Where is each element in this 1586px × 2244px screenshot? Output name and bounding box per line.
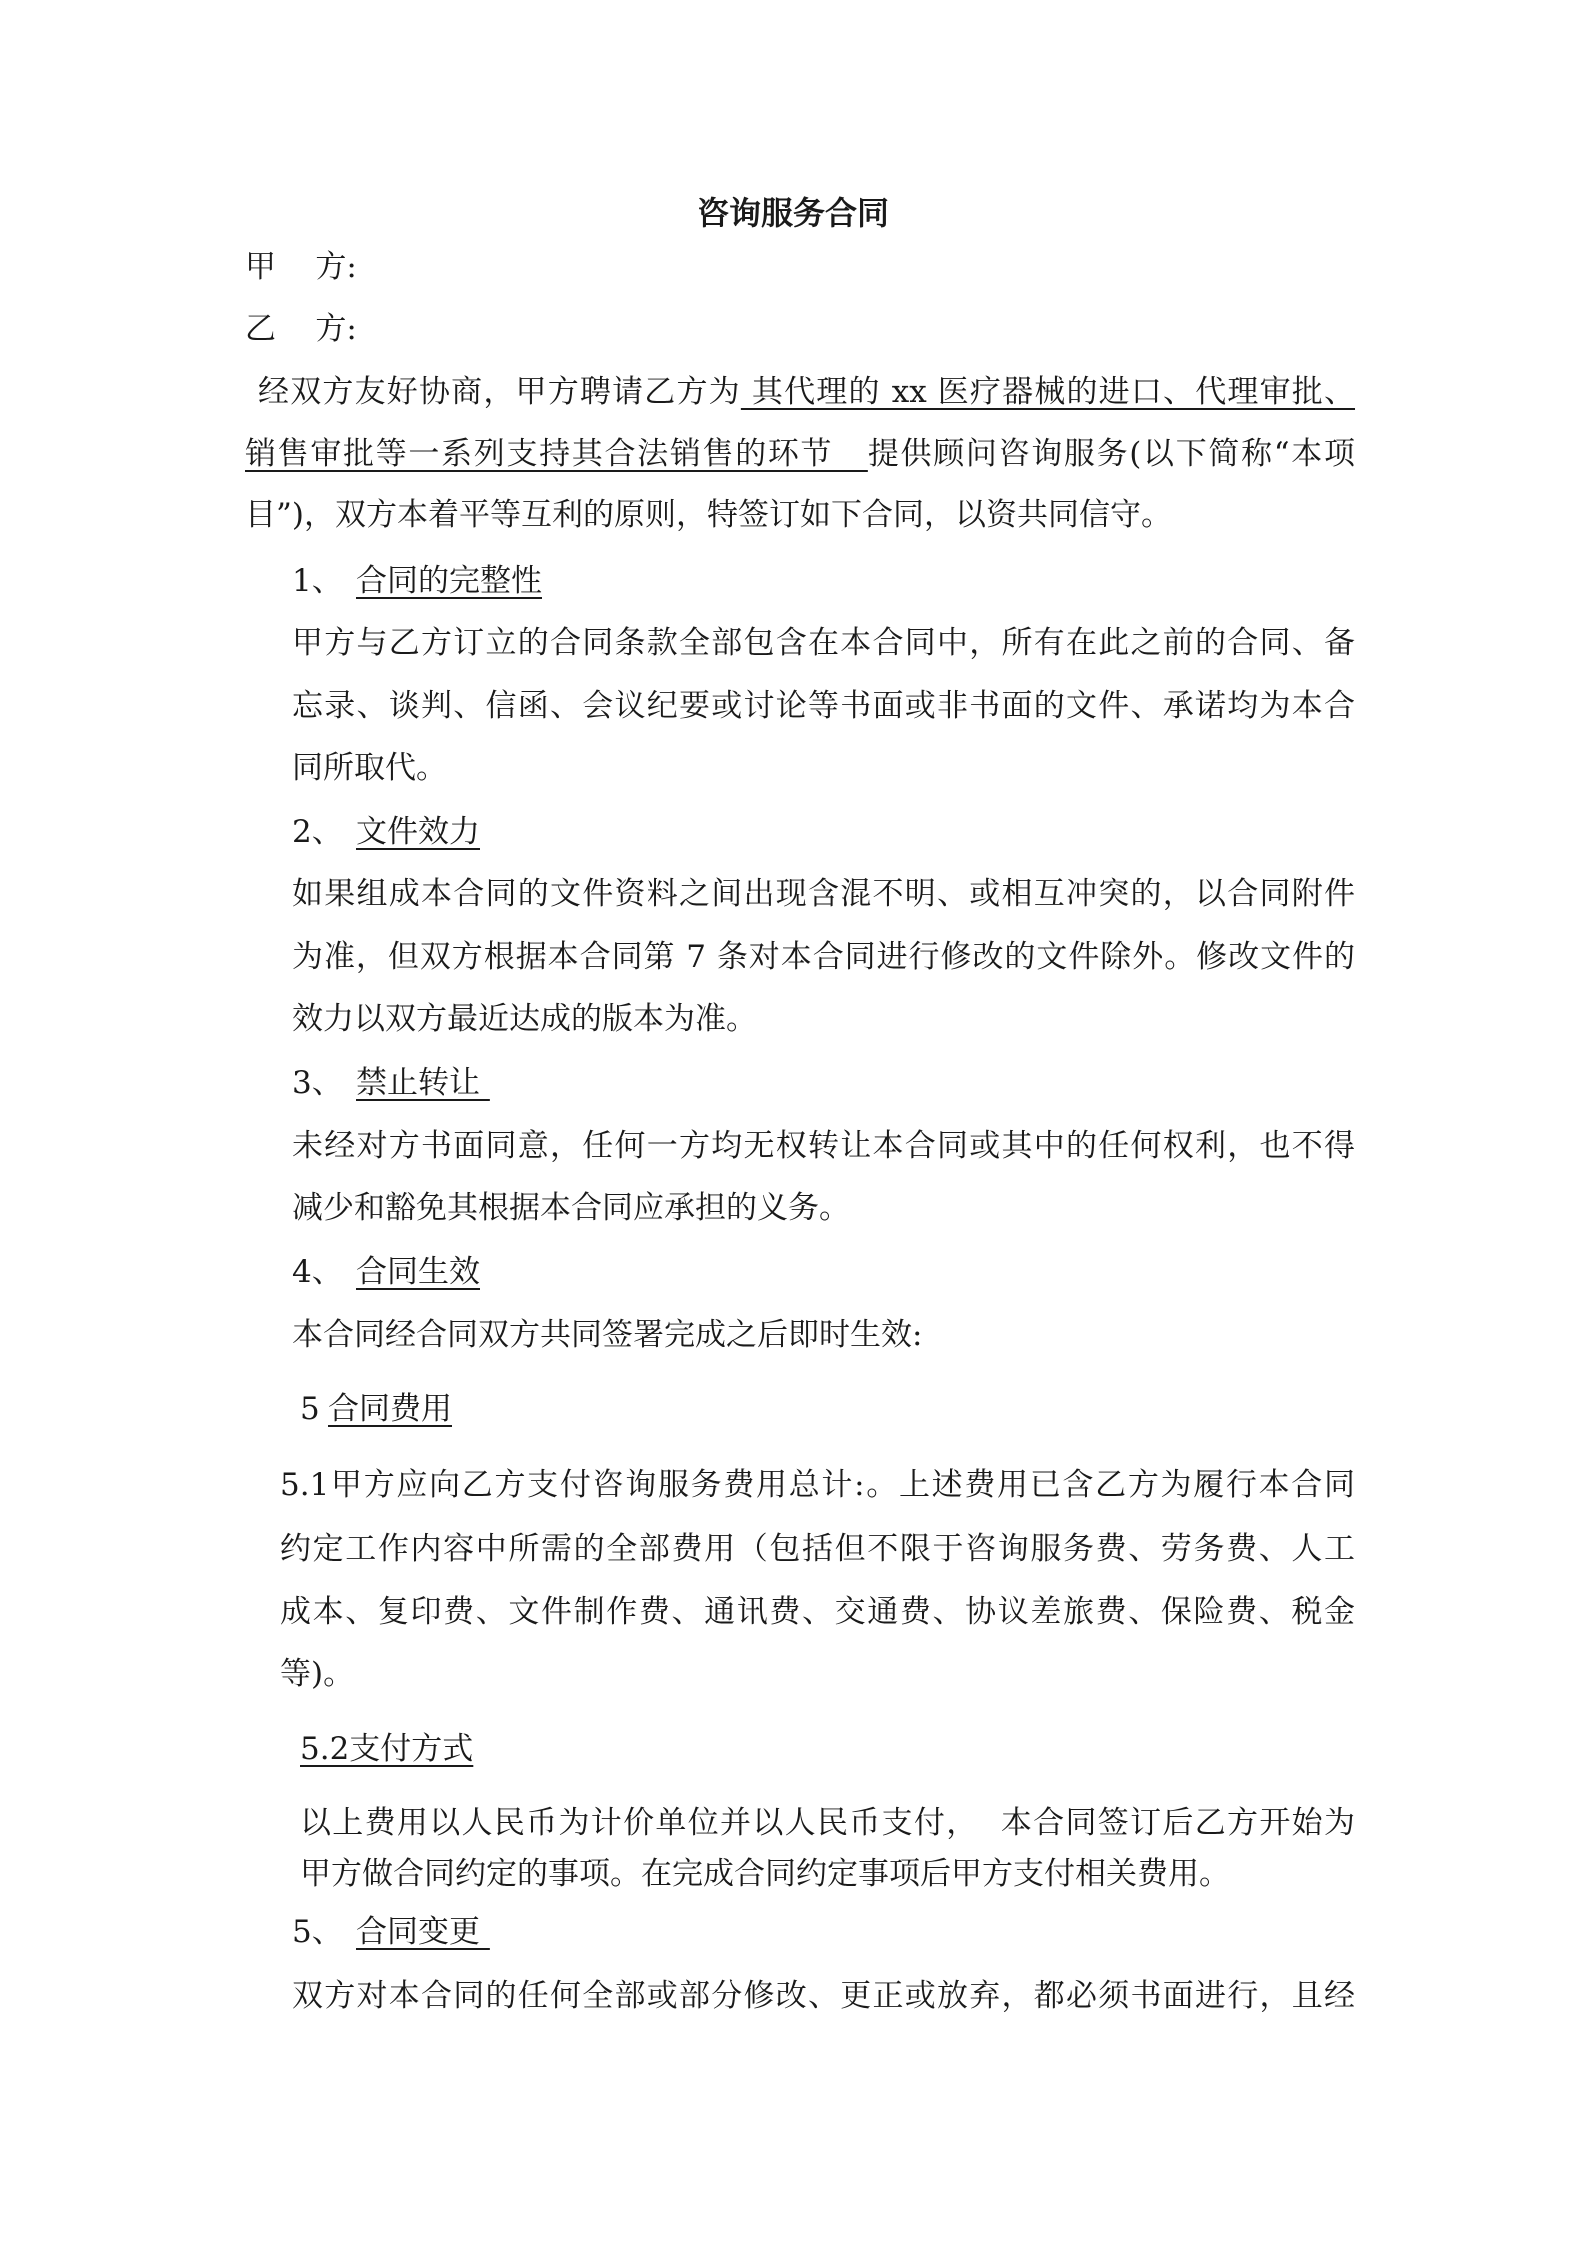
section-5-1-line: 等)。	[280, 1656, 355, 1692]
section-3-line: 未经对方书面同意，任何一方均无权转让本合同或其中的任何权利，也不得	[292, 1128, 1355, 1164]
intro-underlined-text: 销售审批等一系列支持其合法销售的环节	[245, 436, 868, 472]
section-2-line: 为准，但双方根据本合同第 7 条对本合同进行修改的文件除外。修改文件的	[292, 939, 1355, 975]
section-5-1-line: 约定工作内容中所需的全部费用（包括但不限于咨询服务费、劳务费、人工	[280, 1531, 1355, 1567]
document-title: 咨询服务合同	[696, 194, 889, 232]
section-change-heading: 合同变更	[356, 1914, 490, 1950]
section-5-heading: 合同费用	[328, 1391, 452, 1427]
section-2-heading: 文件效力	[356, 814, 480, 850]
section-5-2-heading: 5.2支付方式	[300, 1731, 474, 1767]
section-4-number: 4、	[292, 1254, 343, 1290]
intro-text: 经双方友好协商，甲方聘请乙方为	[258, 374, 741, 410]
section-3-line: 减少和豁免其根据本合同应承担的义务。	[292, 1190, 850, 1226]
party-a-label: 甲 方:	[245, 249, 357, 285]
section-1-line: 忘录、谈判、信函、会议纪要或讨论等书面或非书面的文件、承诺均为本合	[292, 688, 1355, 724]
intro-line-3: 目”)，双方本着平等互利的原则，特签订如下合同，以资共同信守。	[245, 497, 1172, 533]
party-b-label: 乙 方:	[245, 311, 357, 347]
section-4-line: 本合同经合同双方共同签署完成之后即时生效:	[292, 1317, 923, 1353]
section-1-heading: 合同的完整性	[356, 563, 542, 599]
section-3-heading: 禁止转让	[356, 1065, 490, 1101]
intro-underlined-text: 其代理的 xx 医疗器械的进口、代理审批、	[740, 374, 1356, 410]
section-1-line: 同所取代。	[292, 750, 447, 786]
section-2-number: 2、	[292, 814, 343, 850]
intro-line-1	[258, 372, 1355, 412]
section-2-line: 如果组成本合同的文件资料之间出现含混不明、或相互冲突的，以合同附件	[292, 876, 1355, 912]
intro-text: 提供顾问咨询服务(以下简称“本项	[867, 436, 1355, 472]
section-1-number: 1、	[292, 563, 343, 599]
section-1-line: 甲方与乙方订立的合同条款全部包含在本合同中，所有在此之前的合同、备	[292, 625, 1355, 661]
section-5-number: 5	[300, 1391, 320, 1427]
section-5-1-line: 成本、复印费、文件制作费、通讯费、交通费、协议差旅费、保险费、税金	[280, 1594, 1355, 1630]
section-5-1-line: 5.1甲方应向乙方支付咨询服务费用总计:。上述费用已含乙方为履行本合同	[280, 1467, 1355, 1503]
section-change-number: 5、	[292, 1914, 343, 1950]
section-3-number: 3、	[292, 1065, 343, 1101]
section-change-line: 双方对本合同的任何全部或部分修改、更正或放弃，都必须书面进行，且经	[292, 1978, 1355, 2014]
section-2-line: 效力以双方最近达成的版本为准。	[292, 1001, 757, 1037]
section-5-2-line: 以上费用以人民币为计价单位并以人民币支付， 本合同签订后乙方开始为	[300, 1805, 1355, 1841]
section-5-2-line: 甲方做合同约定的事项。在完成合同约定事项后甲方支付相关费用。	[300, 1856, 1230, 1892]
intro-line-2	[245, 434, 1355, 474]
section-4-heading: 合同生效	[356, 1254, 480, 1290]
